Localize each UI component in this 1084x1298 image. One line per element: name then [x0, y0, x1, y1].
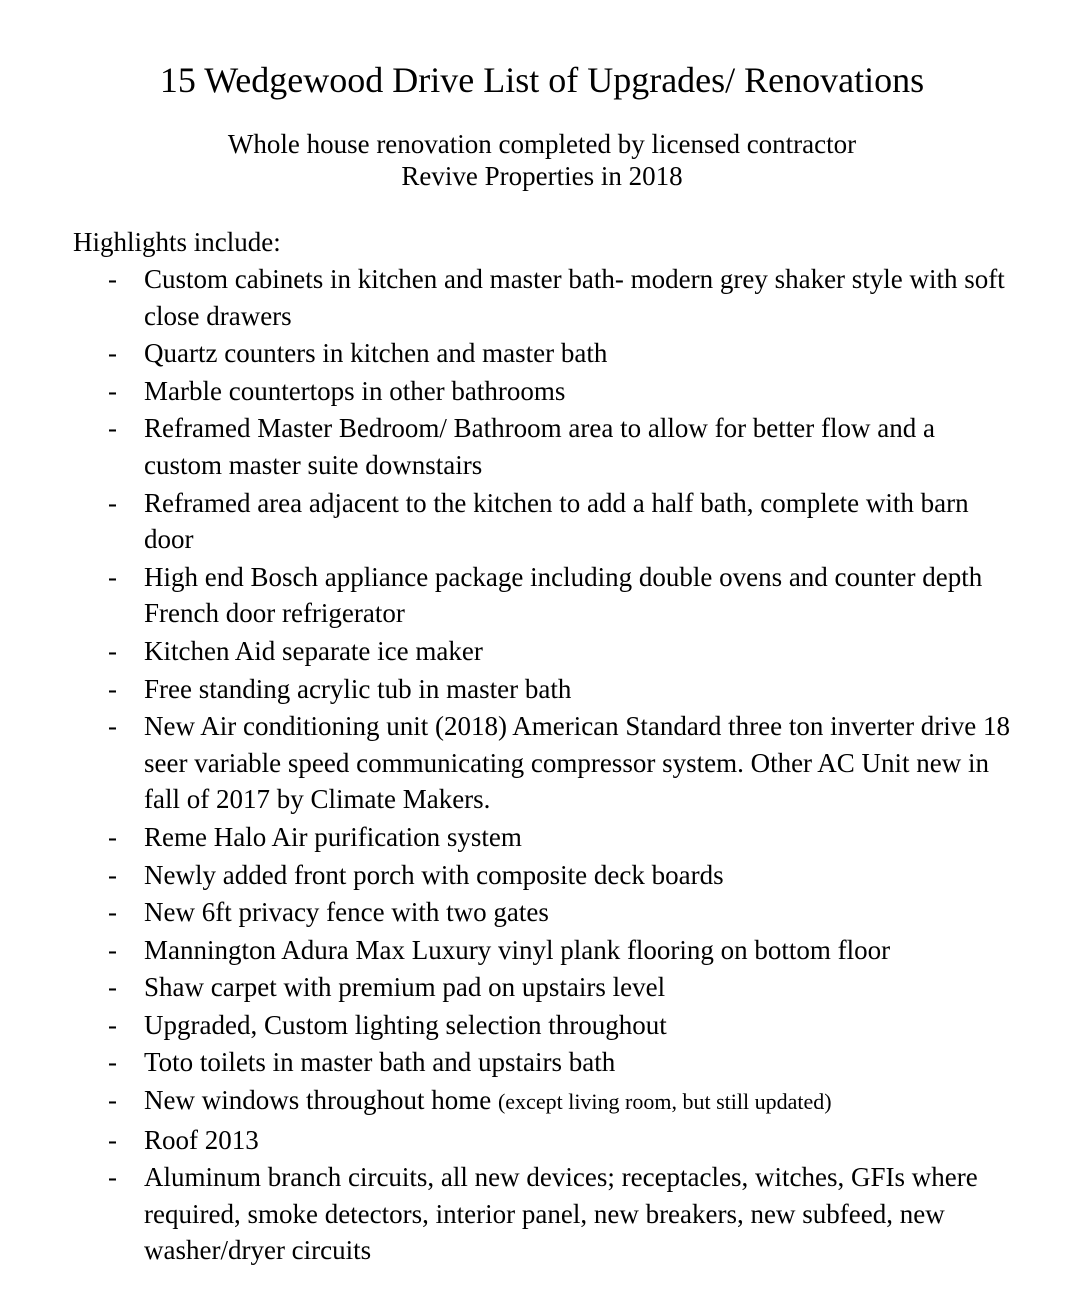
bullet-dash: -: [108, 934, 117, 965]
bullet-dash: -: [108, 972, 117, 1003]
item-text: Newly added front porch with composite deck boards: [144, 859, 724, 890]
list-item: [0, 969, 1084, 1006]
list-item: [0, 559, 1084, 632]
document-title: 15 Wedgewood Drive List of Upgrades/ Renovations: [159, 60, 925, 100]
bullet-dash: -: [108, 1009, 117, 1040]
item-text: Toto toilets in master bath and upstairs bath: [144, 1047, 616, 1078]
item-text: Marble countertops in other bathrooms: [144, 375, 566, 406]
windows-note: (except living room, but still updated): [497, 1089, 832, 1115]
list-item: [0, 633, 1084, 670]
list-item: [0, 1082, 1084, 1121]
bullet-dash: -: [108, 264, 117, 294]
bullet-dash: -: [108, 897, 117, 928]
subtitle-line-2: Revive Properties in 2018: [401, 161, 683, 191]
item-text: Roof 2013: [144, 1124, 259, 1155]
item-text: Free standing acrylic tub in master bath: [144, 673, 572, 704]
bullet-dash: -: [108, 375, 117, 406]
list-item: [0, 485, 1084, 558]
item-text: Reframed area adjacent to the kitchen to add a half bath, complete with barn door: [144, 487, 969, 555]
highlights-intro: Highlights include:: [73, 227, 281, 257]
list-item: [0, 410, 1084, 483]
list-item: [0, 373, 1084, 410]
item-text: Reframed Master Bedroom/ Bathroom area to allow for better flow and a custom master suite downstairs: [144, 413, 935, 480]
subtitle-line-1: Whole house renovation completed by licensed contractor: [227, 129, 857, 159]
item-text: New Air conditioning unit (2018) American Standard three ton inverter drive 18 seer variable speed communicating compressor system. Other AC Unit new in fall of 2017 by Climate Makers.: [144, 711, 1011, 815]
list-item: [0, 261, 1084, 334]
bullet-dash: -: [108, 413, 117, 444]
item-text: Kitchen Aid separate ice maker: [144, 635, 483, 666]
list-item: [0, 857, 1084, 894]
bullet-dash: -: [108, 821, 117, 852]
list-item: [0, 932, 1084, 969]
bullet-dash: -: [108, 487, 117, 518]
list-item: [0, 671, 1084, 708]
bullet-dash: -: [108, 561, 117, 592]
list-item: [0, 819, 1084, 856]
item-text: New windows throughout home: [144, 1085, 492, 1116]
upgrades-list: [0, 261, 1084, 1270]
list-item: [0, 1007, 1084, 1044]
bullet-dash: -: [108, 1085, 117, 1116]
list-item: [0, 1159, 1084, 1269]
list-item: [0, 1122, 1084, 1159]
bullet-dash: -: [108, 635, 117, 666]
list-item: [0, 1044, 1084, 1081]
item-text: Custom cabinets in kitchen and master bath- modern grey shaker style with soft close drawers: [144, 264, 1005, 331]
item-text: Mannington Adura Max Luxury vinyl plank flooring on bottom floor: [144, 934, 891, 965]
item-text: Shaw carpet with premium pad on upstairs level: [144, 972, 666, 1003]
document-subtitle: [0, 128, 1084, 192]
item-text: Upgraded, Custom lighting selection throughout: [144, 1009, 667, 1040]
bullet-dash: -: [108, 1047, 117, 1078]
item-text: New 6ft privacy fence with two gates: [144, 897, 549, 928]
item-text: High end Bosch appliance package including double ovens and counter depth French door refrigerator: [144, 561, 983, 629]
list-item: [0, 708, 1084, 818]
bullet-dash: -: [108, 859, 117, 890]
bullet-dash: -: [108, 338, 117, 369]
bullet-dash: -: [108, 1124, 117, 1155]
bullet-dash: -: [108, 1162, 117, 1193]
list-item: [0, 894, 1084, 931]
item-text: Quartz counters in kitchen and master bath: [144, 338, 608, 369]
item-text: Aluminum branch circuits, all new devices; receptacles, witches, GFIs where required, smoke detectors, interior panel, new breakers, new subfeed, new washer/dryer circuits: [144, 1162, 978, 1266]
item-text: Reme Halo Air purification system: [144, 821, 522, 852]
bullet-dash: -: [108, 711, 117, 742]
bullet-dash: -: [108, 673, 117, 704]
list-item: [0, 335, 1084, 372]
